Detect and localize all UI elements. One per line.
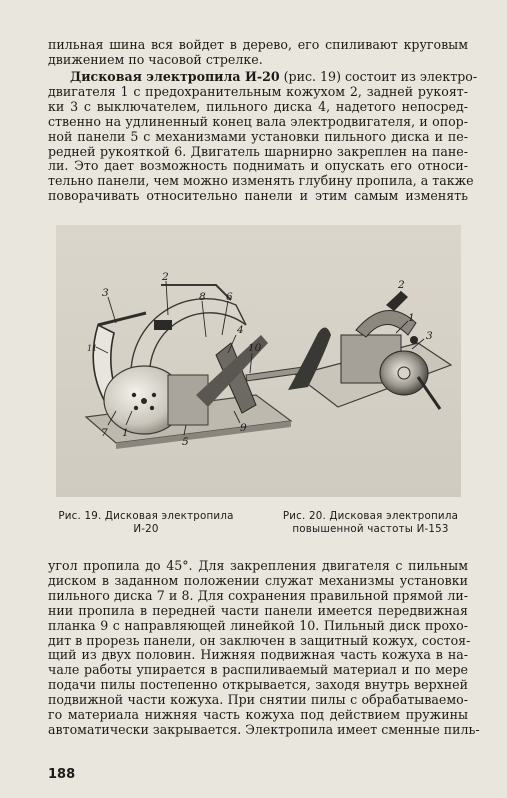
text-line: угол пропила до 45°. Для закрепления двигателя с пильным xyxy=(48,558,468,573)
figure-label: 1 xyxy=(408,312,415,324)
text-line: дит в прорезь панели, он заключен в защитный кожух, состоя- xyxy=(48,632,471,648)
figure-photo xyxy=(56,225,461,497)
bottom-paragraph xyxy=(48,558,480,738)
page-number: 188 xyxy=(48,767,76,782)
text-line: подачи пилы постепенно открывается, заходя внутрь верхней xyxy=(48,677,468,693)
caption-fig20 xyxy=(268,510,473,535)
caption-line: повышенной частоты И-153 xyxy=(292,522,449,535)
text-line: го материала нижняя часть кожуха под действием пружины xyxy=(48,707,468,723)
text-line-lead xyxy=(48,69,478,85)
figure-label: 8 xyxy=(199,291,206,303)
figure-label: 11 xyxy=(87,344,98,353)
text-line: двигателя 1 с предохранительным кожухом 2, задней рукоят- xyxy=(48,83,468,99)
caption-line: И-20 xyxy=(133,522,159,535)
figure-label: 1 xyxy=(122,427,129,439)
text-line: ки 3 с выключателем, пильного диска 4, надетого непосред- xyxy=(48,98,468,114)
figure-label: 6 xyxy=(226,291,233,303)
saw-illustration xyxy=(56,225,461,497)
text-line: поворачивать относительно панели и этим самым изменять xyxy=(48,188,468,204)
text-line: ственно на удлиненный конец вала электродвигателя, и опор- xyxy=(48,113,468,129)
section-heading: Дисковая электропила И-20 xyxy=(70,69,280,84)
text-line: пильного диска 7 и 8. Для сохранения правильной прямой ли- xyxy=(48,587,468,603)
text-line: щий из двух половин. Нижняя подвижная часть кожуха в на- xyxy=(48,647,468,663)
main-paragraph xyxy=(48,69,478,204)
text-line: диском в заданном положении служат механизмы установки xyxy=(48,572,468,588)
figure-label: 2 xyxy=(162,271,169,283)
text-line: редней рукояткой 6. Двигатель шарнирно закреплен на пане- xyxy=(48,143,468,159)
caption-fig19 xyxy=(46,510,246,535)
figure-label: 3 xyxy=(426,330,433,342)
text-line: планка 9 с направляющей линейкой 10. Пильный диск прохо- xyxy=(48,617,468,633)
figure-label: 3 xyxy=(102,287,109,299)
caption-line: Рис. 19. Дисковая электропила xyxy=(58,510,234,522)
text-line: тельно панели, чем можно изменять глубину пропила, а также xyxy=(48,173,474,189)
top-paragraph xyxy=(48,38,468,68)
figure-label: 10 xyxy=(248,342,262,354)
figure-label: 5 xyxy=(182,436,189,448)
figure-label: 2 xyxy=(398,279,405,291)
figure-label: 9 xyxy=(240,422,247,434)
text-line: подвижной части кожуха. При снятии пилы с обрабатываемо- xyxy=(48,692,468,708)
figure-label: 7 xyxy=(101,427,108,439)
text-line: ли. Это дает возможность поднимать и опускать его относи- xyxy=(48,158,468,174)
text-line: ной панели 5 с механизмами установки пильного диска и пе- xyxy=(48,128,468,144)
text-line: чале работы упирается в распиливаемый материал и по мере xyxy=(48,662,468,678)
figure-label: 4 xyxy=(237,324,244,336)
text-line: автоматически закрывается. Электропила имеет сменные пиль- xyxy=(48,721,480,737)
caption-line: Рис. 20. Дисковая электропила xyxy=(282,510,459,522)
text-line-tail: (рис. 19) состоит из электро- xyxy=(279,69,478,84)
text-line: движением по часовой стрелке. xyxy=(48,51,263,67)
text-line: пильная шина вся войдет в дерево, его спиливают круговым xyxy=(48,37,468,52)
text-line: нии пропила в передней части панели имеется передвижная xyxy=(48,602,468,618)
